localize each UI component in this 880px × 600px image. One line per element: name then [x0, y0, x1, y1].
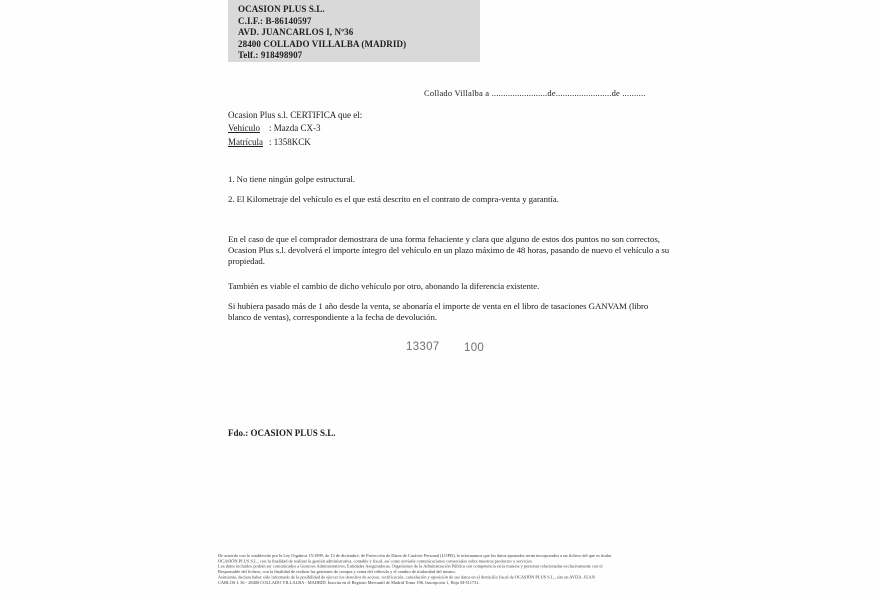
point-2: 2. El Kilometraje del vehículo es el que está descrito en el contrato de compra-venta y garantía.	[228, 194, 559, 204]
legal-line: Los datos incluidos podrán ser comunicados a Gestores Administrativos, Entidades Aseguradoras, Organismos de la Administración Pública con competencia en la materia y personas relacionadas exclusivamente con el	[218, 563, 603, 569]
paragraph-exchange: También es viable el cambio de dicho vehículo por otro, abonando la diferencia existente.	[228, 281, 540, 291]
certify-intro: Ocasion Plus s.l. CERTIFICA que el:	[228, 110, 363, 120]
legal-line: Responsable del fichero, con la finalidad de realizar las gestiones de compra y venta del vehículo y el cambio de titularidad del mismo.	[218, 569, 456, 574]
overlay-number-right: 100	[464, 342, 485, 354]
point-1: 1. No tiene ningún golpe estructural.	[228, 174, 355, 184]
vehicle-label: Vehículo	[228, 123, 260, 133]
company-address: AVD. JUANCARLOS I, Nº36	[238, 27, 354, 38]
company-phone: Telf.: 918498907	[238, 50, 303, 61]
legal-line: De acuerdo con lo establecido por la Ley Orgánica 15/1999, de 13 de diciembre, de Protección de Datos de Carácter Personal (LOPD), le informamos que los datos aportados serán incorporados a un fichero del que es titular	[218, 553, 612, 558]
plate-value: : 1358KCK	[269, 137, 311, 147]
paragraph-refund: En el caso de que el comprador demostrara de una forma fehaciente y clara que alguno de estos dos puntos no son correctos, Ocasion Plus s.l. devolverá el importe íntegro del vehículo en un plazo máximo de 48 horas, pasando de nuevo el vehículo a su propiedad.	[228, 234, 670, 266]
overlay-number-left: 13307	[406, 341, 440, 353]
signature-line: Fdo.: OCASION PLUS S.L.	[228, 428, 336, 438]
paragraph-ganvam: Si hubiera pasado más de 1 año desde la venta, se abonaría el importe de venta en el libro de tasaciones GANVAM (libro blanco de ventas), correspondiente a la fecha de devolución.	[228, 301, 649, 322]
legal-line: Asimismo, declara haber sido informado de la posibilidad de ejercer los derechos de acceso, rectificación, cancelación y oposición de sus datos en el domicilio fiscal de OCASIÓN PLUS S.L., sito en AVDA. JUAN	[218, 574, 595, 580]
company-name: OCASION PLUS S.L.	[238, 4, 325, 14]
company-header-box	[228, 0, 480, 62]
company-cif: C.I.F.: B-86140597	[238, 15, 312, 26]
legal-line: CARLOS I, 36 - 28400 COLLADO VILLALBA - MADRID. Inscrita en el Registro Mercantil de Madrid Tomo 196, Inscripción 1, Hoja M-511731.	[218, 579, 480, 585]
legal-fine-print	[218, 553, 664, 585]
date-line: Collado Villalba a ........................de........................de ..........	[424, 88, 646, 98]
vehicle-row	[228, 123, 321, 133]
plate-label: Matrícula	[228, 137, 263, 147]
plate-row	[228, 137, 311, 147]
company-city: 28400 COLLADO VILLALBA (MADRID)	[238, 38, 407, 49]
vehicle-value: : Mazda CX-3	[269, 123, 321, 133]
legal-line: OCASIÓN PLUS S.L., con la finalidad de realizar la gestión administrativa, contable y fiscal, así como enviarle comunicaciones comerciales sobre nuestros productos y servicios.	[218, 558, 534, 564]
